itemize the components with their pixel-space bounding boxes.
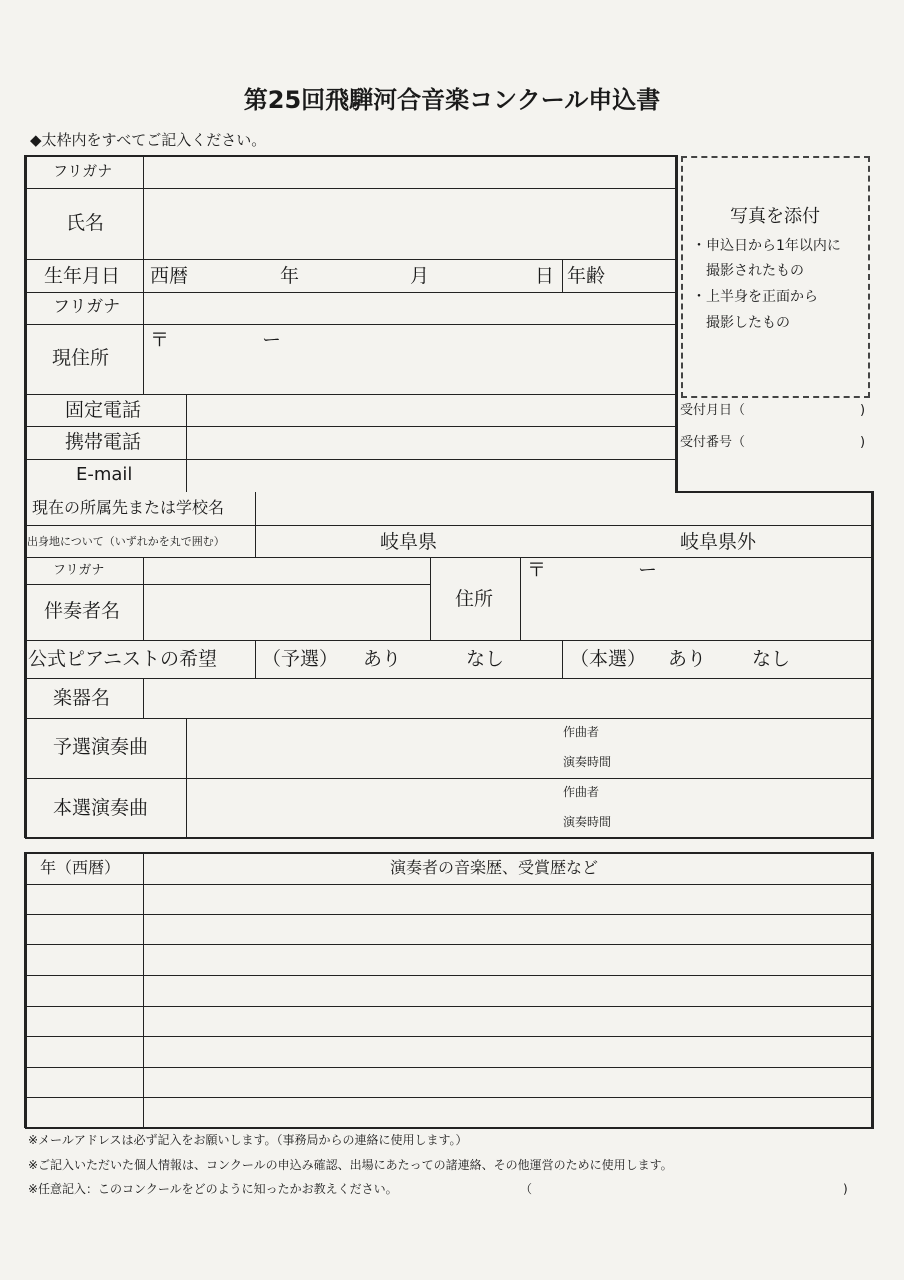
final-label: （本選） [570, 648, 647, 670]
affiliation-label: 現在の所属先または学校名 [32, 498, 225, 517]
birthplace-option-outside[interactable]: 岐阜県外 [680, 531, 757, 553]
received-date-label: 受付月日（ [680, 403, 746, 418]
note-open-paren: （ [520, 1182, 533, 1196]
postal-mark: 〒 [150, 329, 170, 351]
received-date-close: ) [860, 403, 866, 418]
accompanist-postal-dash: ー [638, 559, 658, 581]
photo-line-2: 撮影されたもの [706, 263, 804, 279]
address-furigana-label: フリガナ [53, 297, 121, 317]
final-piece-label: 本選演奏曲 [53, 797, 149, 819]
furigana-label: フリガナ [53, 162, 113, 180]
birthplace-option-gifu[interactable]: 岐阜県 [380, 531, 438, 553]
instrument-field[interactable] [145, 680, 869, 717]
note-email: ※メールアドレスは必ず記入をお願いします。（事務局からの連絡に使用します。） [28, 1133, 468, 1147]
prelim-piece-field[interactable] [188, 720, 869, 777]
note-close-paren: ) [843, 1182, 848, 1196]
history-content-header: 演奏者の音楽歴、受賞歴など [390, 858, 599, 877]
landline-field[interactable] [188, 396, 673, 425]
prelim-yes-option[interactable]: あり [363, 648, 402, 670]
accompanist-name-label: 伴奏者名 [44, 600, 121, 622]
final-yes-option[interactable]: あり [668, 648, 707, 670]
year-label: 年 [280, 265, 300, 287]
photo-line-4: 撮影したもの [706, 315, 790, 331]
birthdate-label: 生年月日 [44, 265, 121, 287]
photo-heading: 写真を添付 [730, 206, 820, 227]
accompanist-furigana-label: フリガナ [53, 563, 105, 578]
prelim-label: （予選） [262, 648, 339, 670]
prelim-piece-label: 予選演奏曲 [53, 736, 149, 758]
final-composer-label: 作曲者 [563, 785, 600, 799]
address-label: 現住所 [52, 347, 110, 369]
accompanist-postal-mark: 〒 [527, 559, 547, 581]
received-no-label: 受付番号（ [680, 435, 746, 450]
email-label: E-mail [76, 464, 133, 485]
received-no-close: ) [860, 435, 866, 450]
form-title: 第25回飛騨河合音楽コンクール申込書 [243, 86, 661, 114]
era-label: 西暦 [150, 265, 189, 287]
final-no-option[interactable]: なし [752, 648, 791, 670]
prelim-duration-label: 演奏時間 [563, 755, 612, 769]
note-optional: ※任意記入：このコンクールをどのように知ったかお教えください。 [28, 1182, 398, 1196]
postal-dash: ー [262, 329, 282, 351]
pianist-label: 公式ピアニストの希望 [28, 648, 218, 670]
prelim-no-option[interactable]: なし [466, 648, 505, 670]
day-label: 日 [535, 265, 555, 287]
accompanist-address-label: 住所 [455, 588, 494, 610]
final-duration-label: 演奏時間 [563, 815, 612, 829]
final-piece-field[interactable] [188, 780, 869, 836]
birthplace-label: 出身地について（いずれかを丸で囲む） [27, 535, 225, 548]
instrument-label: 楽器名 [53, 687, 111, 709]
prelim-composer-label: 作曲者 [563, 725, 600, 739]
note-privacy: ※ご記入いただいた個人情報は、コンクールの申込み確認、出場にあたっての諸連絡、その他運営のために使用します。 [28, 1158, 673, 1172]
email-field[interactable] [188, 461, 673, 490]
photo-line-1: ・申込日から1年以内に [692, 238, 841, 254]
address-furigana-field[interactable] [145, 294, 673, 323]
affiliation-field[interactable] [257, 494, 869, 524]
name-label: 氏名 [66, 212, 105, 234]
accompanist-furigana-field[interactable] [145, 559, 429, 583]
history-year-header: 年（西暦） [40, 858, 121, 877]
address-field[interactable] [145, 326, 673, 393]
name-field[interactable] [145, 190, 673, 258]
instruction-text: ◆太枠内をすべてご記入ください。 [30, 131, 267, 149]
accompanist-name-field[interactable] [145, 586, 429, 639]
age-label: 年齢 [567, 265, 606, 287]
photo-line-3: ・上半身を正面から [692, 289, 818, 305]
furigana-field[interactable] [145, 158, 673, 187]
landline-label: 固定電話 [65, 399, 142, 421]
mobile-field[interactable] [188, 428, 673, 458]
accompanist-address-field[interactable] [522, 559, 869, 639]
mobile-label: 携帯電話 [65, 431, 142, 453]
month-label: 月 [410, 265, 430, 287]
